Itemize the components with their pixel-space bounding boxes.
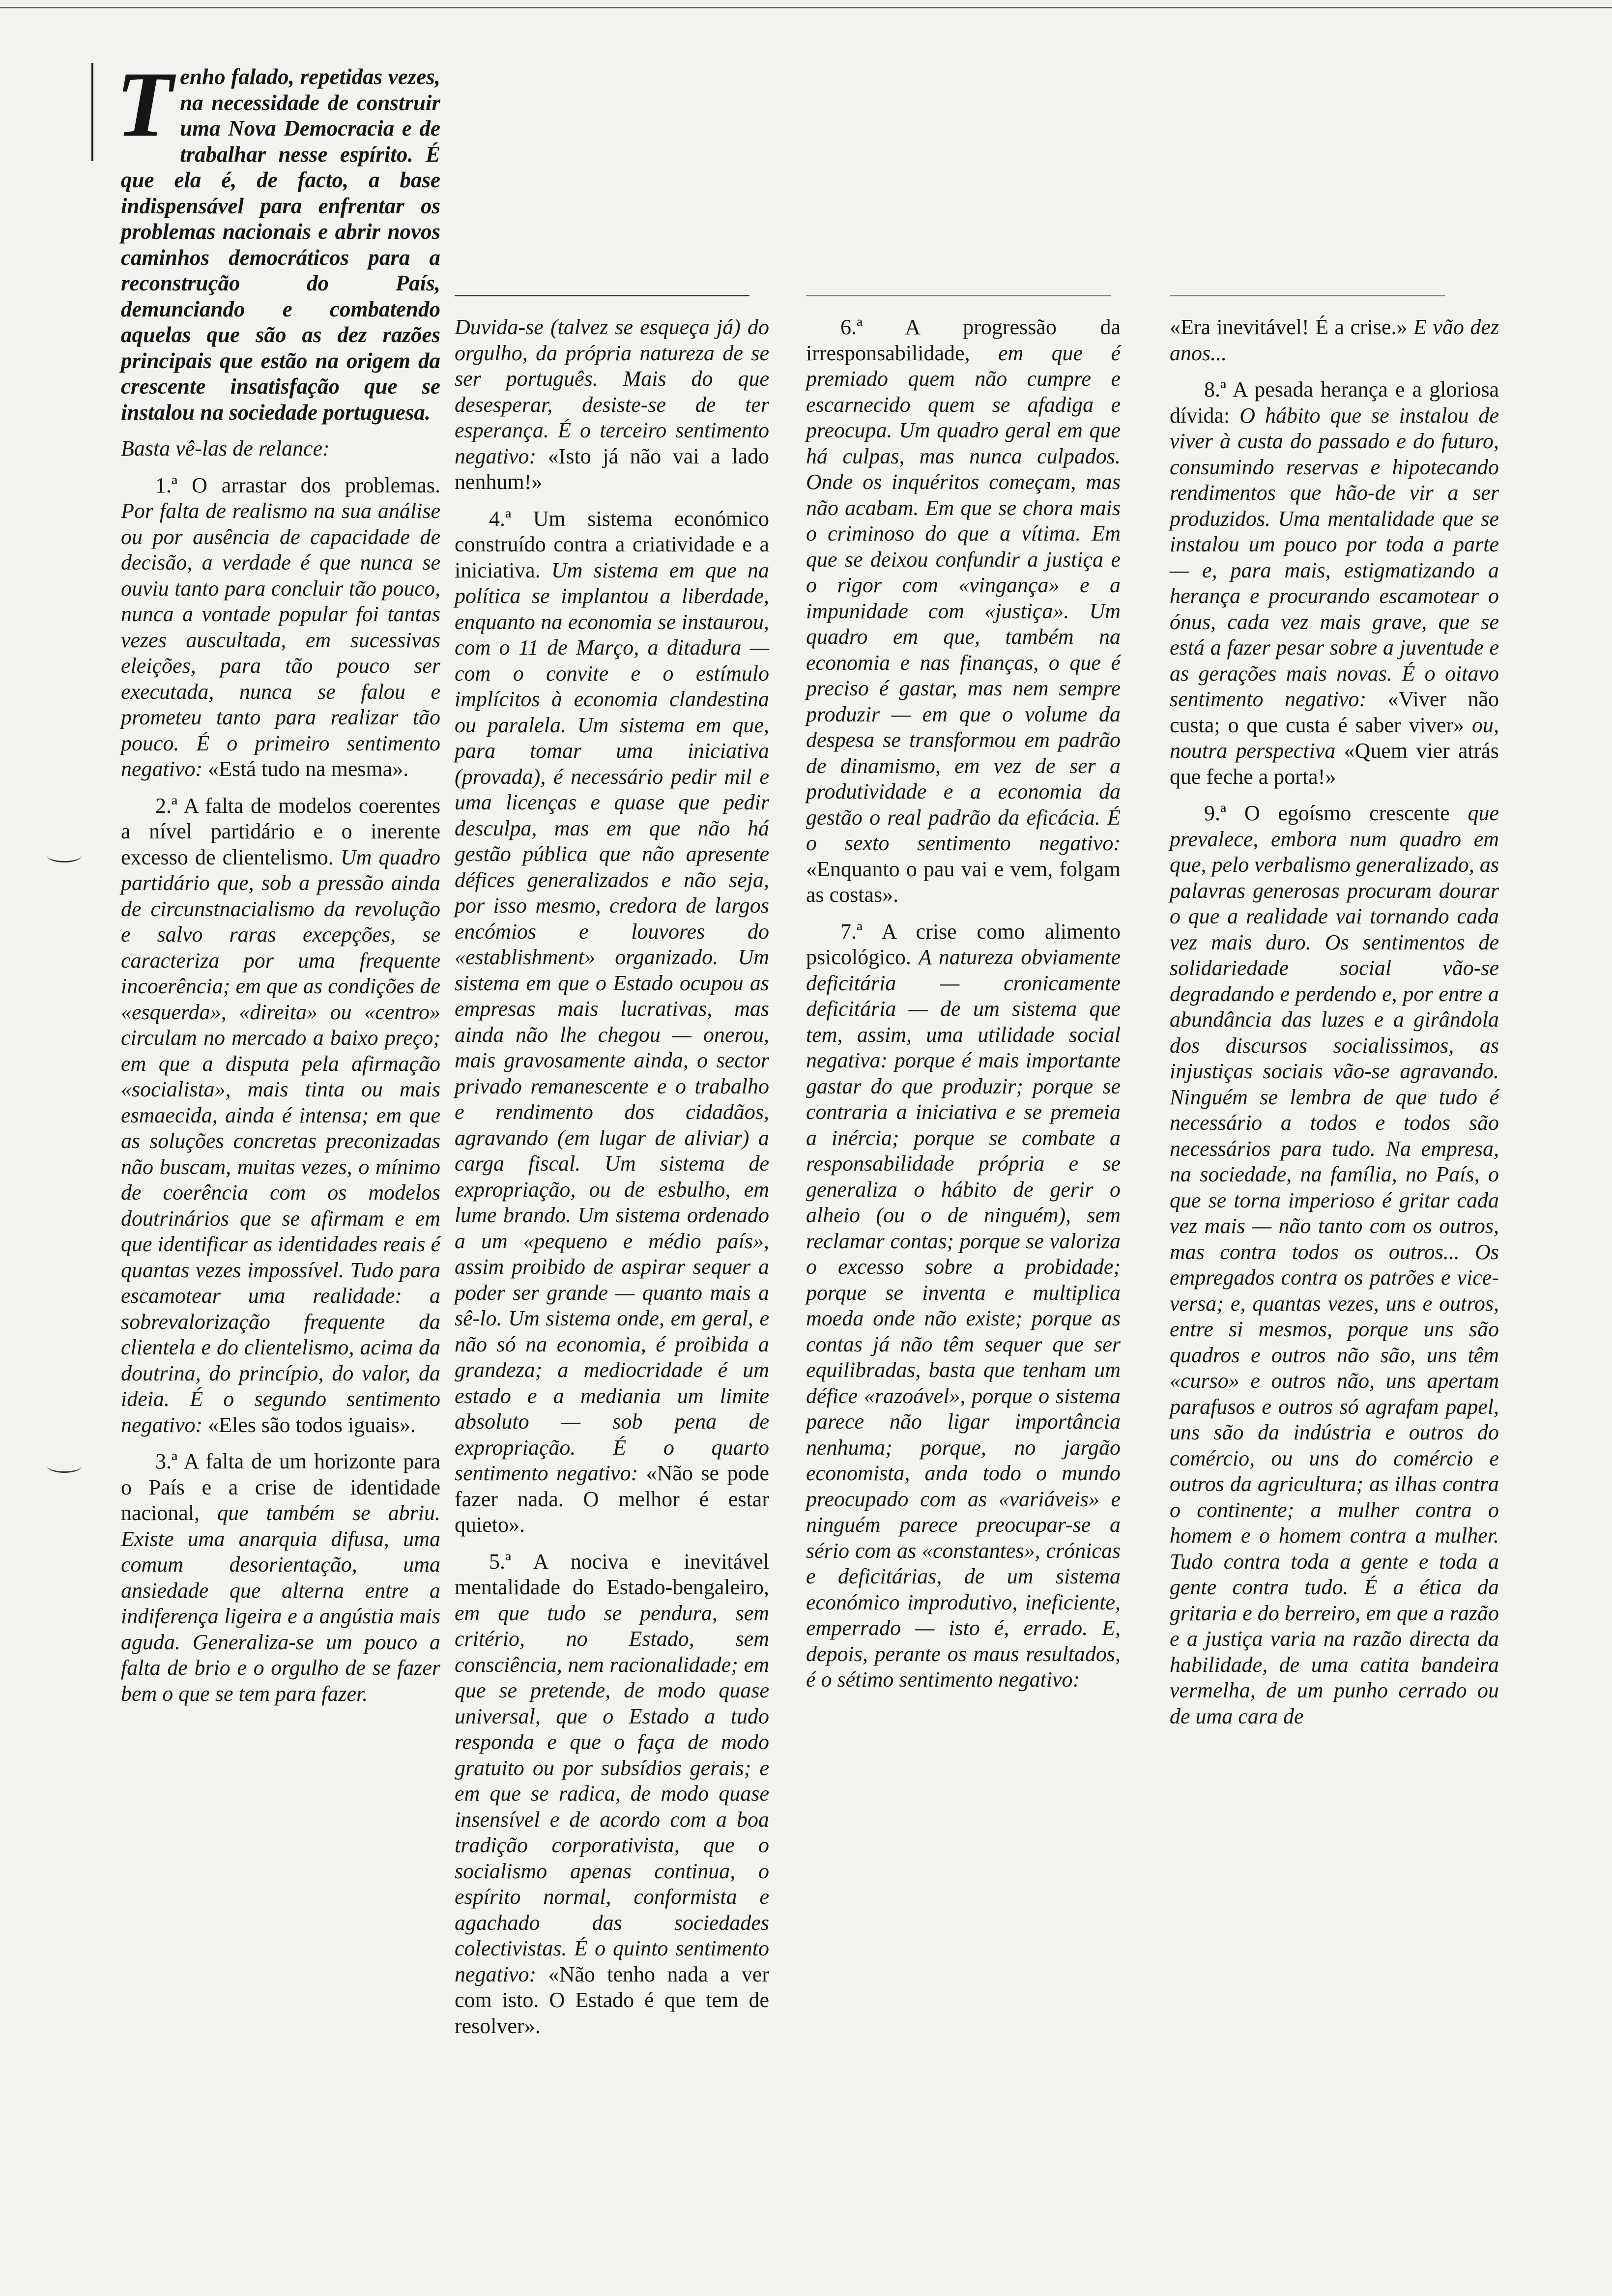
item-9-heading: 9.ª O egoísmo crescente bbox=[1204, 801, 1450, 825]
item-1 bbox=[121, 473, 440, 782]
item-9-body: que prevalece, embora num quadro em que, pelo verbalismo generalizado, as palavras generosas procuram dourar o que a realidade vai tornando cada vez mais duro. Os sentimentos de solidariedade social vão-se degradando e perdendo e, por entre a abundância das luzes e a girândola dos discursos socialissimos, as injustiças sociais vão-se agravando. Ninguém se lembra de que tudo é necessário a todos e todos são necessários para tudo. Na empresa, na sociedade, na família, no País, o que se torna imperioso é gritar cada vez mais — não tanto com os outros, mas contra todos os outros... Os empregados contra os patrões e vice-versa; e, quantas vezes, uns e outros, entre si mesmos, porque uns são quadros e outros não são, uns têm «curso» e outros não, uns apertam parafusos e outros só agrafam papel, uns são da indústria e outros do comércio, ou uns do comércio e outros da agricultura; as ilhas contra o continente; a mulher contra o homem e o homem contra a mulher. Tudo contra toda a gente e toda a gente contra tudo. É a ética da gritaria e do berreiro, em que a razão e a justiça varia na razão directa da habilidade, de uma catita bandeira vermelha, de um punho cerrado ou de uma cara de bbox=[1170, 801, 1499, 1728]
binding-mark bbox=[47, 1460, 82, 1473]
column-rule bbox=[1170, 295, 1445, 296]
item-3-heading: 3.ª A falta de um horizonte para o País e a crise de identidade nacional, bbox=[121, 1449, 440, 1525]
item-6-body: em que é premiado quem não cumpre e escarnecido quem se afadiga e preocupa. Um quadro geral em que há culpas, mas nunca culpados. Onde os inquéritos começam, mas não acabam. Em que se chora mais o criminoso do que a vítima. Em que se deixou confundir a justiça e o rigor com «vingança» e a impunidade com «justiça». Um quadro em que, também na economia e nas finanças, o que é preciso é gastar, mas nem sempre produzir — em que o volume da despesa se transformou em padrão de dinamismo, em vez de ser a produtividade e a economia da gestão o real padrão da eficácia. É o sexto sentimento negativo: bbox=[806, 341, 1121, 855]
item-8-quote2: «Quem vier atrás que feche a porta!» bbox=[1170, 739, 1499, 789]
item-7-heading: 7.ª A crise como alimento psicológico. bbox=[806, 919, 1121, 969]
item-8-quote: «Viver não custa; o que custa é saber viver» bbox=[1170, 687, 1499, 737]
binding-mark bbox=[47, 849, 82, 862]
item-3-continued bbox=[455, 315, 769, 495]
column-4 bbox=[1170, 315, 1499, 1740]
column-1 bbox=[116, 53, 441, 1718]
item-4-quote: «Não se pode fazer nada. O melhor é estar quieto». bbox=[455, 1461, 769, 1537]
lead-line: Basta vê-las de relance: bbox=[121, 436, 330, 460]
item-2-heading: 2.ª A falta de modelos coerentes a nível partidário e o inerente excesso de clientelismo. bbox=[121, 793, 440, 869]
item-1-heading: 1.ª O arrastar dos problemas. bbox=[155, 473, 440, 497]
top-rule bbox=[0, 7, 1612, 8]
item-7-quote: «Era inevitável! É a crise.» bbox=[1170, 315, 1408, 339]
item-4-body: Um sistema em que na política se implantou a liberdade, enquanto na economia se instaurou, com o 11 de Março, a ditadura — com o convite e o estímulo implícitos à economia clandestina ou paralela. Um sistema em que, para tomar uma iniciativa (provada), é necessário pedir mil e uma licenças e quase que pedir desculpa, mas em que não há gestão pública que não apresente défices generalizados e não seja, por isso mesmo, credora de largos encómios e louvores do «establishment» organizado. Um sistema em que o Estado ocupou as empresas mais lucrativas, mas ainda não lhe chegou — onerou, mais gravosamente ainda, o sector privado remanescente e o trabalho e rendimento dos cidadãos, agravando (em lugar de aliviar) a carga fiscal. Um sistema de expropriação, ou de esbulho, em lume brando. Um sistema ordenado a um «pequeno e médio país», assim proibido de aspirar sequer a poder ser grande — quanto mais a sê-lo. Um sistema onde, em geral, e não só na economia, é proibida a grandeza; a mediocridade é um estado e a mediania um limite absoluto — sob pena de expropriação. É o quarto sentimento negativo: bbox=[455, 558, 770, 1485]
item-4-heading: 4.ª Um sistema económico construído contra a criatividade e a iniciativa. bbox=[455, 506, 769, 582]
column-rule bbox=[806, 295, 1111, 296]
item-5-body: em que tudo se pendura, sem critério, no Estado, sem consciência, nem racionalidade; em que se pretende, de modo quase universal, que o Estado a tudo responda e que o faça de modo gratuito ou por subsídios gerais; e em que se radica, de modo quase insensível e de acordo com a boa tradição corporativista, que o socialismo apenas continua, o espírito normal, conformista e agachado das sociedades colectivistas. É o quinto sentimento negativo: bbox=[455, 1601, 769, 1986]
item-4 bbox=[455, 506, 769, 1538]
item-8 bbox=[1170, 377, 1499, 790]
item-9 bbox=[1170, 801, 1499, 1729]
item-7-tail: E vão dez anos... bbox=[1170, 315, 1499, 365]
column-rule bbox=[455, 295, 749, 296]
intro-rule bbox=[91, 63, 93, 161]
column-2 bbox=[455, 315, 769, 2050]
item-2 bbox=[121, 793, 440, 1438]
dropcap: T bbox=[116, 53, 173, 156]
item-2-body: Um quadro partidário que, sob a pressão ainda de circunstnacialismo da revolução e salvo raras excepções, se caracteriza por uma frequente incoerência; em que as condições de «esquerda», «direita» ou «centro» circulam no mercado a baixo preço; em que a disputa pela afirmação «socialista», mais tinta ou mais esmaecida, ainda é intensa; em que as soluções concretas preconizadas não buscam, muitas vezes, o mínimo de coerência com os modelos doutrinários que se afirmam e em que identificar as identidades reais é quantas vezes impossível. Tudo para escamotear uma realidade: a sobrevalorização frequente da clientela e do clientelismo, acima da doutrina, do princípio, do valor, da ideia. É o segundo sentimento negativo: bbox=[121, 845, 441, 1437]
item-7-continued bbox=[1170, 315, 1499, 366]
item-1-body: Por falta de realismo na sua análise ou por ausência de capacidade de decisão, a verdade é que nunca se ouviu tanto para concluir tão pouco, nunca a vontade popular foi tantas vezes auscultada, em sucessivas eleições, para tão pouco ser executada, nunca se falou e prometeu tanto para realizar tão pouco. É o primeiro sentimento negativo: bbox=[121, 499, 440, 781]
item-3-body: que também se abriu. Existe uma anarquia difusa, uma comum desorientação, uma ansiedade que alterna entre a indiferença ligeira e a angústia mais aguda. Generaliza-se um pouco a falta de brio e o orgulho de se fazer bem o que se tem para fazer. bbox=[121, 1501, 440, 1706]
item-3-body-continued: Duvida-se (talvez se esqueça já) do orgulho, da própria natureza de se ser português. Mais do que desesperar, desiste-se de ter esperança. É o terceiro sentimento negativo: bbox=[455, 315, 769, 468]
item-7 bbox=[806, 919, 1121, 1693]
item-2-quote: «Eles são todos iguais». bbox=[208, 1412, 416, 1437]
item-8-heading: 8.ª A pesada herança e a gloriosa dívida: bbox=[1170, 377, 1499, 428]
item-3-quote: «Isto já não vai a lado nenhum!» bbox=[455, 444, 770, 494]
column-3 bbox=[806, 315, 1121, 1704]
item-1-quote: «Está tudo na mesma». bbox=[208, 757, 409, 781]
item-5-heading: 5.ª A nociva e inevitável mentalidade do Estado-bengaleiro, bbox=[455, 1549, 769, 1599]
item-7-body: A natureza obviamente deficitária — cronicamente deficitária — de um sistema que tem, assim, uma utilidade social negativa: porque é mais importante gastar do que produzir; porque se contraria a iniciativa e se premeia a inércia; porque se combate a responsabilidade própria e se generaliza o hábito de gerir o alheio (ou o de ninguém), sem reclamar contas; porque se valoriza o excesso sobre a probidade; porque se inventa e multiplica moeda onde não existe; porque as contas já não têm sequer que ser equilibradas, basta que tenham um défice «razoável», porque o sistema parece não ligar importância nenhuma; porque, no jargão economista, anda todo o mundo preocupado com as «variáveis» e ninguém parece preocupar-se a sério com as «constantes», crónicas e deficitárias, de um sistema económico improdutivo, ineficiente, emperrado — isto é, errado. E, depois, perante os maus resultados, é o sétimo sentimento negativo: bbox=[806, 945, 1121, 1692]
item-6 bbox=[806, 315, 1121, 908]
item-3 bbox=[121, 1449, 440, 1707]
item-6-heading: 6.ª A progressão da irresponsabilidade, bbox=[806, 315, 1121, 365]
item-8-body: O hábito que se instalou de viver à custa do passado e do futuro, consumindo reservas e hipotecando rendimentos que hão-de vir a ser produzidos. Uma mentalidade que se instalou um pouco por toda a parte — e, para mais, estigmatizando a herança e procurando escamotear o ónus, cada vez mais grave, que se está a fazer pesar sobre a juventude e as gerações mais novas. É o oitavo sentimento negativo: bbox=[1170, 403, 1499, 711]
item-5-quote: «Não tenho nada a ver com isto. O Estado é que tem de resolver». bbox=[455, 1962, 770, 2038]
intro-text: enho falado, repetidas vezes, na necessidade de construir uma Nova Democracia e de trabalhar nesse espírito. É que ela é, de facto, a base indispensável para enfrentar os problemas nacionais e abrir novos caminhos democráticos para a reconstrução do País, demunciando e combatendo aquelas que são as dez razões principais que estão na origem da crescente insatisfação que se instalou na sociedade portuguesa. bbox=[121, 64, 440, 425]
intro-paragraph bbox=[116, 53, 440, 425]
item-5 bbox=[455, 1549, 769, 2039]
item-8-mid: ou, noutra perspectiva bbox=[1170, 713, 1499, 763]
item-6-quote: «Enquanto o pau vai e vem, folgam as costas». bbox=[806, 857, 1121, 907]
